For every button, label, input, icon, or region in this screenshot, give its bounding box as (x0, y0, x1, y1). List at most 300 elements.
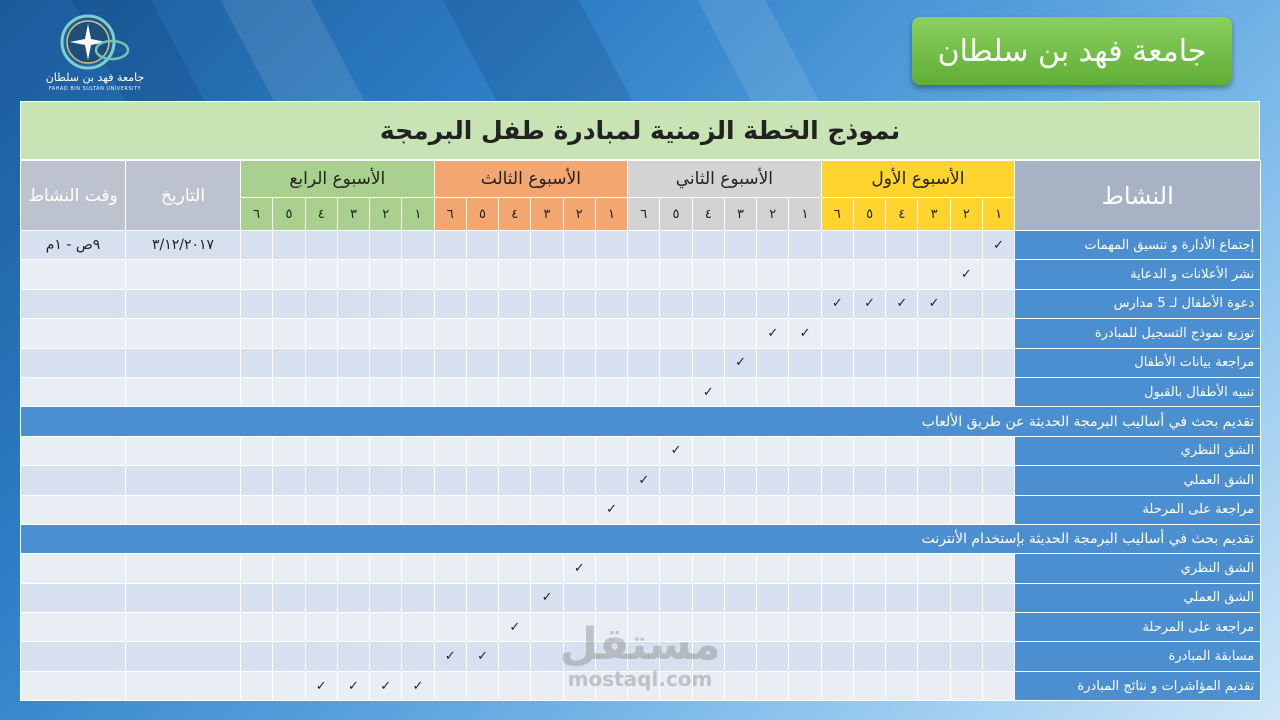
schedule-cell (305, 495, 337, 524)
check-mark-icon: ✓ (595, 495, 627, 524)
schedule-cell (821, 495, 853, 524)
schedule-cell (757, 377, 789, 406)
schedule-cell (982, 348, 1014, 377)
schedule-cell (853, 495, 885, 524)
date-cell (126, 495, 241, 524)
timeline-table-container (20, 101, 1260, 701)
schedule-cell (595, 231, 627, 260)
schedule-cell (241, 466, 273, 495)
schedule-cell (918, 260, 950, 289)
schedule-cell (757, 495, 789, 524)
time-cell (21, 260, 126, 289)
schedule-cell (789, 348, 821, 377)
schedule-cell (886, 495, 918, 524)
schedule-cell (595, 466, 627, 495)
schedule-cell (660, 260, 692, 289)
schedule-cell (466, 289, 498, 318)
time-cell (21, 436, 126, 465)
schedule-cell (950, 671, 982, 700)
schedule-cell (434, 260, 466, 289)
schedule-cell (499, 260, 531, 289)
time-cell (21, 466, 126, 495)
schedule-cell (241, 319, 273, 348)
day-number-cell: ٥ (273, 198, 305, 231)
schedule-cell (563, 348, 595, 377)
date-cell (126, 671, 241, 700)
time-cell (21, 348, 126, 377)
schedule-cell (628, 231, 660, 260)
schedule-cell (982, 554, 1014, 583)
schedule-cell (402, 319, 434, 348)
schedule-cell (660, 642, 692, 671)
schedule-cell (434, 583, 466, 612)
table-title: نموذج الخطة الزمنية لمبادرة طفل البرمجة (20, 101, 1260, 160)
schedule-cell (241, 436, 273, 465)
schedule-cell (950, 583, 982, 612)
activity-column-header: النشاط (1015, 161, 1261, 231)
activity-label: مراجعة على المرحلة (1015, 613, 1261, 642)
schedule-cell (273, 289, 305, 318)
schedule-cell (273, 671, 305, 700)
schedule-cell (628, 613, 660, 642)
schedule-cell (950, 436, 982, 465)
schedule-cell (821, 348, 853, 377)
schedule-cell (789, 554, 821, 583)
schedule-cell (531, 260, 563, 289)
schedule-cell (595, 289, 627, 318)
schedule-cell (531, 231, 563, 260)
schedule-cell (918, 319, 950, 348)
time-cell (21, 613, 126, 642)
schedule-cell (531, 377, 563, 406)
day-number-cell: ٢ (757, 198, 789, 231)
schedule-cell (660, 613, 692, 642)
schedule-cell (370, 436, 402, 465)
schedule-cell (660, 289, 692, 318)
activity-row (21, 613, 1261, 642)
schedule-cell (789, 583, 821, 612)
schedule-cell (563, 495, 595, 524)
time-cell (21, 319, 126, 348)
schedule-cell (950, 231, 982, 260)
schedule-cell (692, 554, 724, 583)
schedule-cell (757, 671, 789, 700)
schedule-cell (724, 231, 756, 260)
schedule-cell (853, 377, 885, 406)
schedule-cell (918, 671, 950, 700)
schedule-cell (563, 319, 595, 348)
schedule-cell (499, 231, 531, 260)
date-cell (126, 613, 241, 642)
activity-row (21, 319, 1261, 348)
watermark-arabic: مستقل (559, 619, 721, 670)
schedule-cell (563, 613, 595, 642)
schedule-cell (982, 436, 1014, 465)
schedule-cell (595, 583, 627, 612)
schedule-cell (305, 642, 337, 671)
schedule-cell (821, 436, 853, 465)
date-cell (126, 289, 241, 318)
schedule-cell (241, 554, 273, 583)
schedule-cell (757, 260, 789, 289)
day-number-cell: ٣ (918, 198, 950, 231)
activity-label: مسابقة المبادرة (1015, 642, 1261, 671)
schedule-cell (563, 231, 595, 260)
day-number-cell: ١ (595, 198, 627, 231)
schedule-cell (241, 260, 273, 289)
schedule-cell (337, 289, 369, 318)
schedule-cell (628, 377, 660, 406)
schedule-cell (273, 642, 305, 671)
schedule-cell (692, 260, 724, 289)
day-number-cell: ٣ (531, 198, 563, 231)
schedule-cell (337, 642, 369, 671)
schedule-cell (918, 466, 950, 495)
check-mark-icon: ✓ (402, 671, 434, 700)
schedule-cell (853, 671, 885, 700)
schedule-cell (757, 348, 789, 377)
time-column-header: وقت النشاط (21, 161, 126, 231)
activity-row (21, 260, 1261, 289)
check-mark-icon: ✓ (724, 348, 756, 377)
schedule-cell (982, 260, 1014, 289)
check-mark-icon: ✓ (466, 642, 498, 671)
schedule-cell (821, 671, 853, 700)
timeline-table (20, 160, 1261, 701)
schedule-cell (724, 613, 756, 642)
schedule-cell (982, 671, 1014, 700)
schedule-cell (628, 348, 660, 377)
watermark-latin: mostaql.com (567, 667, 713, 691)
day-number-cell: ١ (982, 198, 1014, 231)
schedule-cell (273, 260, 305, 289)
date-cell: ٣/١٢/٢٠١٧ (126, 231, 241, 260)
day-number-cell: ١ (402, 198, 434, 231)
schedule-cell (950, 319, 982, 348)
schedule-cell (273, 466, 305, 495)
schedule-cell (595, 348, 627, 377)
schedule-cell (853, 231, 885, 260)
schedule-cell (370, 642, 402, 671)
check-mark-icon: ✓ (499, 613, 531, 642)
schedule-cell (434, 495, 466, 524)
schedule-cell (628, 289, 660, 318)
schedule-cell (370, 260, 402, 289)
schedule-cell (241, 377, 273, 406)
logo-text: جامعة فهد بن سلطان (45, 71, 145, 84)
schedule-cell (499, 671, 531, 700)
schedule-cell (853, 613, 885, 642)
schedule-cell (886, 613, 918, 642)
schedule-cell (370, 466, 402, 495)
day-number-cell: ٣ (337, 198, 369, 231)
schedule-cell (918, 231, 950, 260)
week-header-1: الأسبوع الأول (821, 161, 1015, 198)
schedule-cell (241, 642, 273, 671)
activity-row (21, 348, 1261, 377)
week-header-2: الأسبوع الثاني (628, 161, 822, 198)
day-number-cell: ٦ (434, 198, 466, 231)
schedule-cell (434, 613, 466, 642)
schedule-cell (692, 583, 724, 612)
schedule-cell (692, 495, 724, 524)
schedule-cell (628, 583, 660, 612)
schedule-cell (337, 348, 369, 377)
schedule-cell (531, 348, 563, 377)
schedule-cell (241, 348, 273, 377)
schedule-cell (563, 671, 595, 700)
schedule-cell (370, 613, 402, 642)
schedule-cell (563, 642, 595, 671)
activity-label: مراجعة على المرحلة (1015, 495, 1261, 524)
schedule-cell (402, 348, 434, 377)
schedule-cell (402, 554, 434, 583)
schedule-cell (531, 289, 563, 318)
section-header-row (21, 407, 1261, 436)
schedule-cell (531, 436, 563, 465)
activity-label: الشق النظري (1015, 436, 1261, 465)
activity-label: تنبيه الأطفال بالقبول (1015, 377, 1261, 406)
schedule-cell (595, 260, 627, 289)
schedule-cell (982, 642, 1014, 671)
schedule-cell (789, 436, 821, 465)
schedule-cell (499, 466, 531, 495)
schedule-cell (499, 289, 531, 318)
schedule-cell (499, 554, 531, 583)
schedule-cell (337, 260, 369, 289)
date-cell (126, 436, 241, 465)
check-mark-icon: ✓ (370, 671, 402, 700)
schedule-cell (563, 289, 595, 318)
schedule-cell (660, 495, 692, 524)
schedule-cell (757, 289, 789, 318)
schedule-cell (628, 671, 660, 700)
schedule-cell (821, 642, 853, 671)
schedule-cell (434, 436, 466, 465)
schedule-cell (402, 436, 434, 465)
schedule-cell (370, 348, 402, 377)
day-number-cell: ٤ (692, 198, 724, 231)
activity-label: إجتماع الأدارة و تنسيق المهمات (1015, 231, 1261, 260)
schedule-cell (434, 466, 466, 495)
check-mark-icon: ✓ (563, 554, 595, 583)
schedule-cell (305, 583, 337, 612)
schedule-cell (789, 495, 821, 524)
schedule-cell (466, 613, 498, 642)
schedule-cell (531, 613, 563, 642)
schedule-cell (982, 319, 1014, 348)
schedule-cell (402, 613, 434, 642)
schedule-cell (337, 377, 369, 406)
schedule-cell (757, 613, 789, 642)
schedule-cell (853, 319, 885, 348)
schedule-cell (821, 466, 853, 495)
schedule-cell (273, 583, 305, 612)
check-mark-icon: ✓ (950, 260, 982, 289)
schedule-cell (273, 495, 305, 524)
schedule-cell (628, 642, 660, 671)
schedule-cell (628, 495, 660, 524)
date-cell (126, 554, 241, 583)
schedule-cell (434, 671, 466, 700)
schedule-cell (466, 495, 498, 524)
schedule-cell (305, 466, 337, 495)
time-cell (21, 583, 126, 612)
schedule-cell (563, 377, 595, 406)
week-header-3: الأسبوع الثالث (434, 161, 628, 198)
schedule-cell (241, 495, 273, 524)
schedule-cell (918, 377, 950, 406)
date-cell (126, 348, 241, 377)
schedule-cell (853, 436, 885, 465)
schedule-cell (337, 466, 369, 495)
activity-label: الشق النظري (1015, 554, 1261, 583)
schedule-cell (821, 554, 853, 583)
schedule-cell (692, 671, 724, 700)
time-cell: ٩ص - ١م (21, 231, 126, 260)
activity-row (21, 231, 1261, 260)
time-cell (21, 495, 126, 524)
schedule-cell (370, 554, 402, 583)
schedule-cell (531, 319, 563, 348)
schedule-cell (466, 231, 498, 260)
schedule-cell (370, 231, 402, 260)
schedule-cell (305, 377, 337, 406)
schedule-cell (628, 260, 660, 289)
schedule-cell (273, 613, 305, 642)
check-mark-icon: ✓ (853, 289, 885, 318)
schedule-cell (305, 613, 337, 642)
schedule-cell (789, 231, 821, 260)
schedule-cell (757, 583, 789, 612)
schedule-cell (273, 436, 305, 465)
schedule-cell (821, 377, 853, 406)
week-header-4: الأسبوع الرابع (241, 161, 435, 198)
schedule-cell (337, 319, 369, 348)
schedule-cell (305, 319, 337, 348)
section-label: تقديم بحث في أساليب البرمجة الحديثة عن طريق الألعاب (21, 407, 1261, 436)
schedule-cell (724, 583, 756, 612)
schedule-cell (595, 554, 627, 583)
check-mark-icon: ✓ (531, 583, 563, 612)
schedule-cell (853, 554, 885, 583)
schedule-cell (821, 319, 853, 348)
schedule-cell (821, 260, 853, 289)
schedule-cell (853, 466, 885, 495)
day-number-cell: ٥ (853, 198, 885, 231)
schedule-cell (982, 613, 1014, 642)
schedule-cell (305, 231, 337, 260)
schedule-cell (402, 466, 434, 495)
schedule-cell (434, 231, 466, 260)
schedule-cell (789, 260, 821, 289)
schedule-cell (499, 642, 531, 671)
schedule-cell (466, 377, 498, 406)
schedule-cell (660, 554, 692, 583)
activity-row (21, 642, 1261, 671)
schedule-cell (241, 231, 273, 260)
schedule-cell (821, 231, 853, 260)
schedule-cell (660, 348, 692, 377)
check-mark-icon: ✓ (918, 289, 950, 318)
schedule-cell (499, 495, 531, 524)
schedule-cell (950, 348, 982, 377)
schedule-cell (692, 289, 724, 318)
day-number-cell: ٢ (563, 198, 595, 231)
schedule-cell (724, 260, 756, 289)
schedule-cell (950, 642, 982, 671)
schedule-cell (982, 466, 1014, 495)
schedule-cell (402, 583, 434, 612)
schedule-cell (499, 436, 531, 465)
date-cell (126, 377, 241, 406)
schedule-cell (466, 583, 498, 612)
activity-row (21, 377, 1261, 406)
university-name-badge: جامعة فهد بن سلطان (912, 17, 1232, 85)
schedule-cell (692, 466, 724, 495)
schedule-cell (628, 319, 660, 348)
schedule-cell (660, 231, 692, 260)
schedule-cell (273, 554, 305, 583)
schedule-cell (402, 495, 434, 524)
schedule-cell (273, 319, 305, 348)
schedule-cell (370, 319, 402, 348)
day-number-cell: ٢ (370, 198, 402, 231)
schedule-cell (724, 319, 756, 348)
schedule-cell (918, 583, 950, 612)
schedule-cell (466, 554, 498, 583)
section-label: تقديم بحث في أساليب البرمجة الحديثة بإستخدام الأنترنت (21, 524, 1261, 553)
schedule-cell (918, 554, 950, 583)
schedule-cell (402, 260, 434, 289)
schedule-cell (434, 348, 466, 377)
schedule-cell (660, 377, 692, 406)
activity-row (21, 436, 1261, 465)
check-mark-icon: ✓ (982, 231, 1014, 260)
schedule-cell (789, 613, 821, 642)
schedule-cell (886, 554, 918, 583)
schedule-cell (950, 554, 982, 583)
schedule-cell (886, 319, 918, 348)
schedule-cell (466, 466, 498, 495)
schedule-cell (724, 289, 756, 318)
schedule-cell (692, 231, 724, 260)
schedule-cell (789, 289, 821, 318)
schedule-cell (402, 642, 434, 671)
schedule-cell (789, 671, 821, 700)
schedule-cell (499, 377, 531, 406)
day-number-cell: ٦ (241, 198, 273, 231)
schedule-cell (724, 642, 756, 671)
check-mark-icon: ✓ (337, 671, 369, 700)
schedule-cell (595, 642, 627, 671)
day-number-cell: ٤ (886, 198, 918, 231)
schedule-cell (660, 466, 692, 495)
schedule-cell (660, 583, 692, 612)
schedule-cell (724, 671, 756, 700)
schedule-cell (595, 319, 627, 348)
activity-label: تقديم المؤاشرات و نتائج المبادرة (1015, 671, 1261, 700)
schedule-cell (853, 642, 885, 671)
activity-row (21, 495, 1261, 524)
schedule-cell (466, 671, 498, 700)
schedule-cell (886, 436, 918, 465)
schedule-cell (273, 348, 305, 377)
schedule-cell (886, 231, 918, 260)
schedule-cell (724, 466, 756, 495)
check-mark-icon: ✓ (789, 319, 821, 348)
schedule-cell (499, 319, 531, 348)
